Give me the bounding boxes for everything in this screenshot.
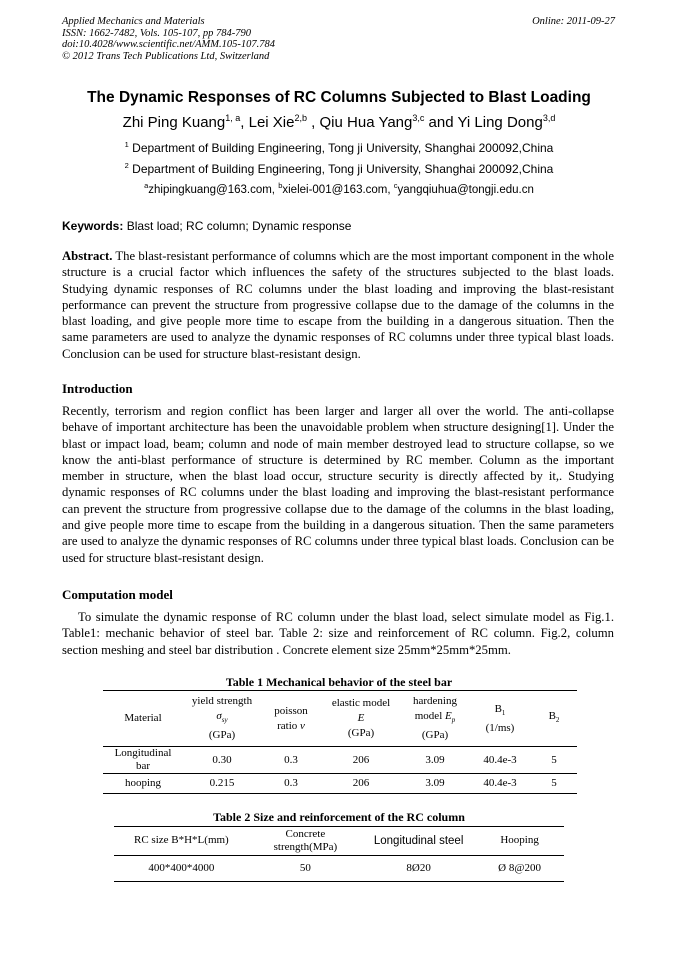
table-row: 400*400*4000 50 8Ø20 Ø 8@200 [148, 862, 541, 874]
table1-header-material: Material [103, 691, 183, 747]
journal-header [62, 16, 275, 62]
author-affil: 2,b [294, 113, 307, 123]
doi-line: doi:10.4028/www.scientific.net/AMM.105-107.784 [62, 39, 275, 50]
email-b: xielei-001@163.com, [282, 183, 394, 196]
introduction-text: Recently, terrorism and region conflict has been larger and larger all over the world. The anti-collapse behave of important architecture has been the unavoidable problem when structure designing[1]. Under the blast or impact load, beam; column and node of main member destroyed lead to structure collapse, so we know the anti-blast performance of structure is determined by RC member. Column as the important member in structure, when the blast load occur, structure security is directly affected by it,. Studying dynamic responses of RC columns under the blast loading and improving the blast-resistant performance can prevent the structure from progressive collapse due to the damage of the columns in the blast loading, and give people more time to escape from the building in a dangerous situation. Then the same parameters are used to analyze the dynamic responses of RC columns under three typical blast loads. Conclusion can be used for structure blast-resistant design. [62, 404, 614, 565]
issn-line: ISSN: 1662-7482, Vols. 105-107, pp 784-790 [62, 27, 251, 39]
online-date: Online: 2011-09-27 [532, 16, 615, 27]
email-a: zhipingkuang@163.com, [148, 183, 279, 196]
author-affil: 3,c [412, 113, 425, 123]
author-affil: 1, a [225, 113, 241, 123]
table-row: hooping 0.215 0.3 206 3.09 40.4e-3 5 [124, 777, 557, 790]
affiliation-2: $^2$ Department of Building Engineering, Tong ji University, Shanghai 200092,China [124, 161, 554, 176]
table2-header-concrete: Concrete strength(MPa) [249, 827, 362, 856]
abstract-text: The blast-resistant performance of columns which are the most important component in the whole structure is a crucial factor which influences the safety of the structures subjected to the blast loads. Studying dynamic responses of RC columns under the blast loading and improving the blast-resistant performance can prevent the structure from progressive collapse due to the damage of the columns in the blast loading, and give people more time to escape from the building in a dangerous situation. Then the same parameters are used to analyze the dynamic responses of RC columns under three typical blast loads. Conclusion can be used for structure blast-resistant design. [62, 249, 614, 361]
table2-caption: Table 2 Size and reinforcement of the RC column [213, 810, 465, 824]
table2-header-longitudinal: Longitudinal steel [362, 827, 475, 856]
author-name: Zhi Ping Kuang [122, 114, 226, 131]
table-row: Longitudinal bar 0.30 0.3 206 3.09 40.4e-3 5 [103, 747, 577, 774]
abstract [62, 248, 614, 362]
table1-caption: Table 1 Mechanical behavior of the steel bar [225, 675, 453, 689]
author-name: Qiu Hua Yang [319, 114, 413, 131]
table2-header-hooping: Hooping [475, 827, 564, 856]
section-heading-computation: Computation model [62, 587, 173, 602]
keywords-label: Keywords: [62, 219, 124, 233]
journal-name: Applied Mechanics and Materials [62, 16, 205, 27]
table1-header-hardening: hardening model $E_p$ (GPa) [401, 691, 469, 747]
table1-header-poisson: poisson ratio ν [261, 691, 321, 747]
keywords-text: Blast load; RC column; Dynamic response [123, 219, 352, 233]
table1-header-b2: $B_2$ [531, 691, 577, 747]
table1 [103, 690, 577, 794]
table1-header-yield: yield strength $\sigma_{sy}$ (GPa) [183, 691, 261, 747]
email-c: yangqiuhua@tongji.edu.cn [397, 183, 534, 196]
paper-title: The Dynamic Responses of RC Columns Subjected to Blast Loading [87, 89, 591, 106]
table1-header-elastic: elastic model E (GPa) [321, 691, 401, 747]
table1-header-b1: $B_1$ (1/ms) [469, 691, 531, 747]
copyright-line: © 2012 Trans Tech Publications Ltd, Switzerland [62, 50, 270, 62]
table2-header-size: RC size B*H*L(mm) [114, 827, 249, 856]
author-list: Zhi Ping Kuang$^{1, a}$, Lei Xie$^{2,b}$ , Qiu Hua Yang$^{3,c}$ and Yi Ling Dong$^{3,d}$ [122, 113, 556, 131]
keywords [62, 219, 351, 233]
author-name: Yi Ling Dong [457, 114, 543, 131]
author-name: Lei Xie [248, 114, 295, 131]
table2 [114, 826, 564, 882]
author-affil: 3,d [542, 113, 556, 123]
section-heading-introduction: Introduction [62, 381, 133, 396]
computation-text: To simulate the dynamic response of RC column under the blast load, select simulate model as Fig.1. Table1: mechanic behavior of steel bar. Table 2: size and reinforcement of RC column. Fig.2, column section meshing and steel bar distribution . Concrete element size 25mm*25mm*25mm. [62, 610, 614, 657]
abstract-label: Abstract. [62, 249, 113, 263]
author-emails: $^a$zhipingkuang@163.com, $^b$xielei-001@163.com, $^c$yangqiuhua@tongji.edu.cn [144, 181, 534, 196]
affiliation-1: $^1$ Department of Building Engineering, Tong ji University, Shanghai 200092,China [124, 140, 554, 155]
